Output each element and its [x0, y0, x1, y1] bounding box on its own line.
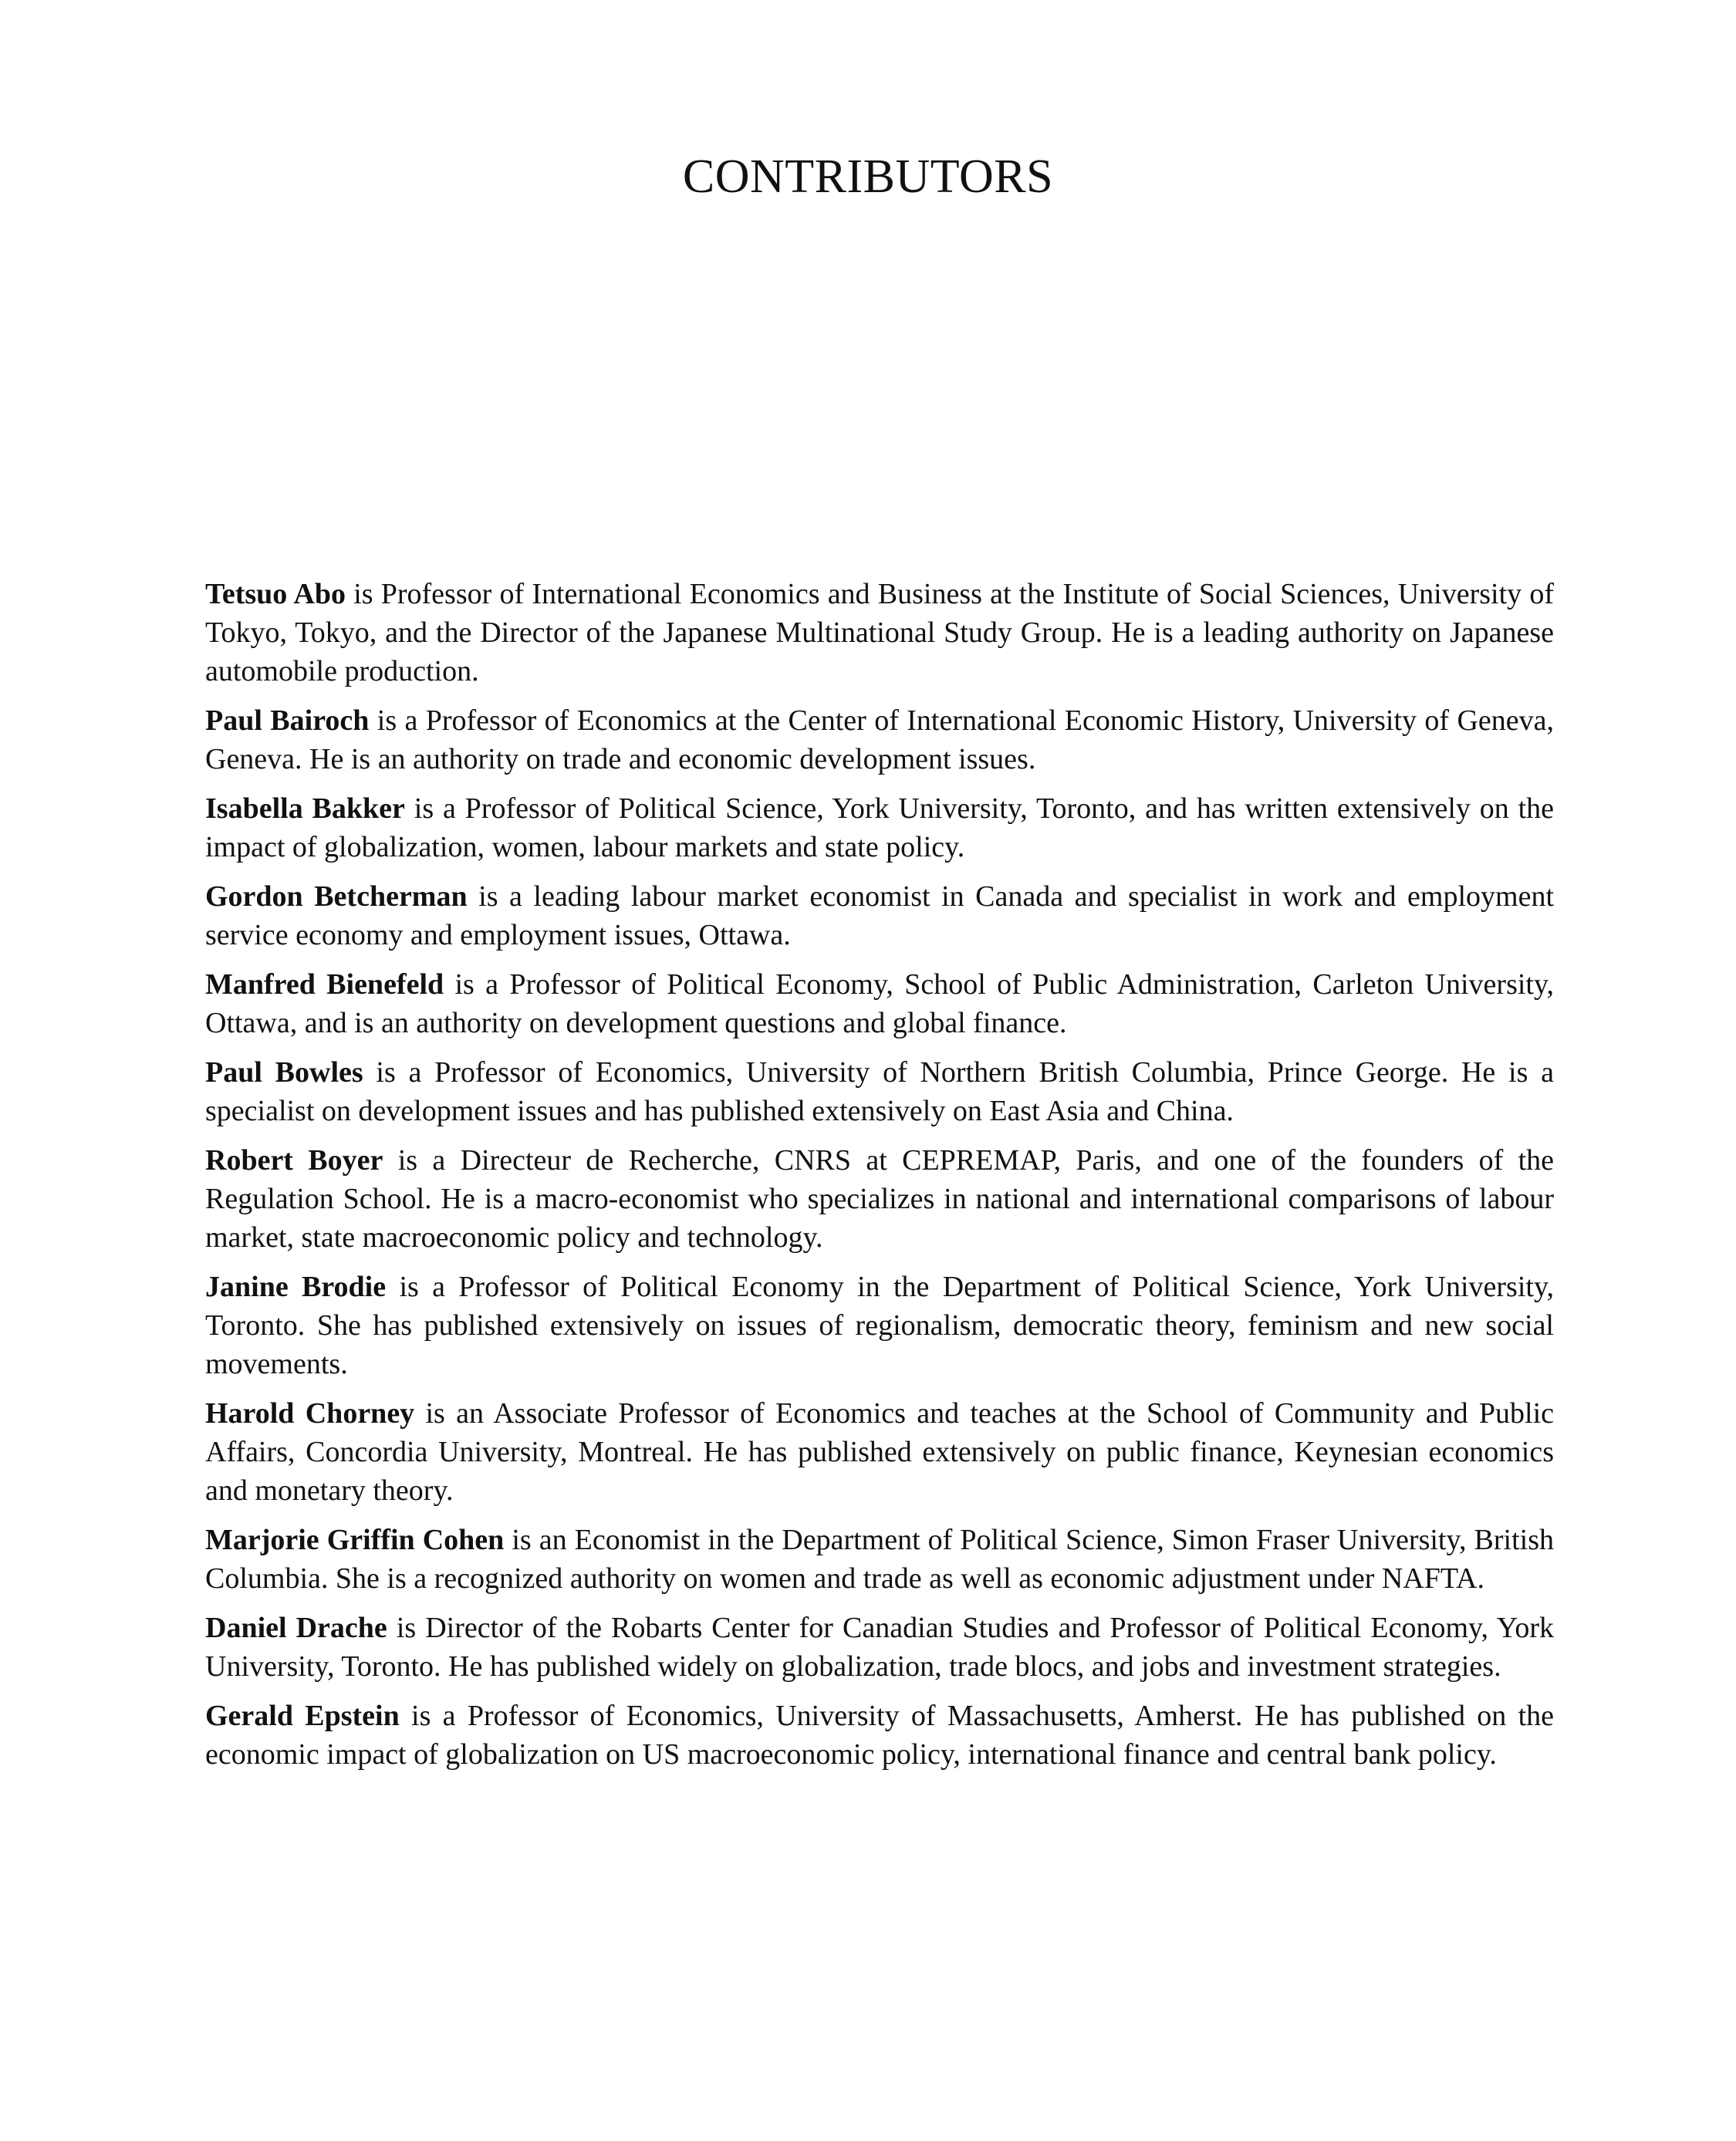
contributor-name: Robert Boyer	[205, 1144, 383, 1177]
contributor-name: Marjorie Griffin Cohen	[205, 1524, 505, 1556]
contributor-bio: is a Professor of Economics, University of Massachusetts, Amherst. He has published on the economic impact of globalization on US macroeconomic policy, international finance and central bank policy.	[205, 1700, 1555, 1771]
contributor-name: Daniel Drache	[205, 1612, 387, 1644]
contributor-name: Paul Bairoch	[205, 704, 370, 737]
contributor-entry	[205, 1268, 1554, 1383]
contributor-entry	[205, 965, 1554, 1042]
contributor-entry	[205, 575, 1554, 691]
contributor-bio: is Professor of International Economics and Business at the Institute of Social Sciences, University of Tokyo, Tokyo, and the Director of the Japanese Multinational Study Group. He is a leading authority on Japanese automobile production.	[205, 578, 1555, 687]
contributor-bio: is a Professor of Political Economy in the Department of Political Science, York University, Toronto. She has published extensively on issues of regionalism, democratic theory, feminism and new social movements.	[205, 1271, 1554, 1380]
contributor-name: Gordon Betcherman	[205, 880, 468, 913]
contributor-entry	[205, 877, 1554, 954]
contributor-name: Harold Chorney	[205, 1397, 415, 1430]
contributor-bio: is a Professor of Political Science, York University, Toronto, and has written extensively on the impact of globalization, women, labour markets and state policy.	[205, 792, 1555, 863]
contributor-bio: is Director of the Robarts Center for Canadian Studies and Professor of Political Economy, York University, Toronto. He has published widely on globalization, trade blocs, and jobs and investment strategies.	[205, 1612, 1554, 1683]
contributor-bio: is a Professor of Political Economy, School of Public Administration, Carleton University, Ottawa, and is an authority on development questions and global finance.	[205, 968, 1555, 1039]
contributor-name: Paul Bowles	[205, 1056, 363, 1089]
contributors-list	[205, 575, 1554, 1785]
contributor-entry	[205, 1394, 1554, 1510]
contributor-bio: is an Associate Professor of Economics and teaches at the School of Community and Public Affairs, Concordia University, Montreal. He has published extensively on public finance, Keynesian economics and monetary theory.	[205, 1397, 1555, 1507]
contributor-entry	[205, 1609, 1554, 1686]
page-title: CONTRIBUTORS	[682, 150, 1054, 203]
contributor-entry	[205, 1141, 1554, 1257]
contributor-entry	[205, 789, 1554, 866]
contributor-bio: is a leading labour market economist in Canada and specialist in work and employment service economy and employment issues, Ottawa.	[205, 880, 1555, 951]
contributor-entry	[205, 1053, 1554, 1130]
contributor-bio: is a Professor of Economics at the Center of International Economic History, University of Geneva, Geneva. He is an authority on trade and economic development issues.	[205, 704, 1554, 775]
contributor-name: Janine Brodie	[205, 1271, 387, 1303]
contributor-entry	[205, 1521, 1554, 1598]
contributor-entry	[205, 1697, 1554, 1774]
contributor-bio: is a Directeur de Recherche, CNRS at CEPREMAP, Paris, and one of the founders of the Regulation School. He is a macro-economist who specializes in national and international comparisons of labour market, state macroeconomic policy and technology.	[205, 1144, 1555, 1254]
contributor-bio: is a Professor of Economics, University of Northern British Columbia, Prince George. He is a specialist on development issues and has published extensively on East Asia and China.	[205, 1056, 1554, 1127]
contributor-name: Isabella Bakker	[205, 792, 405, 825]
contributor-name: Tetsuo Abo	[205, 578, 346, 610]
contributor-entry	[205, 701, 1554, 778]
contributor-name: Gerald Epstein	[205, 1700, 400, 1732]
contributor-bio: is an Economist in the Department of Political Science, Simon Fraser University, British Columbia. She is a recognized authority on women and trade as well as economic adjustment under NAFTA.	[205, 1524, 1555, 1595]
contributor-name: Manfred Bienefeld	[205, 968, 444, 1001]
